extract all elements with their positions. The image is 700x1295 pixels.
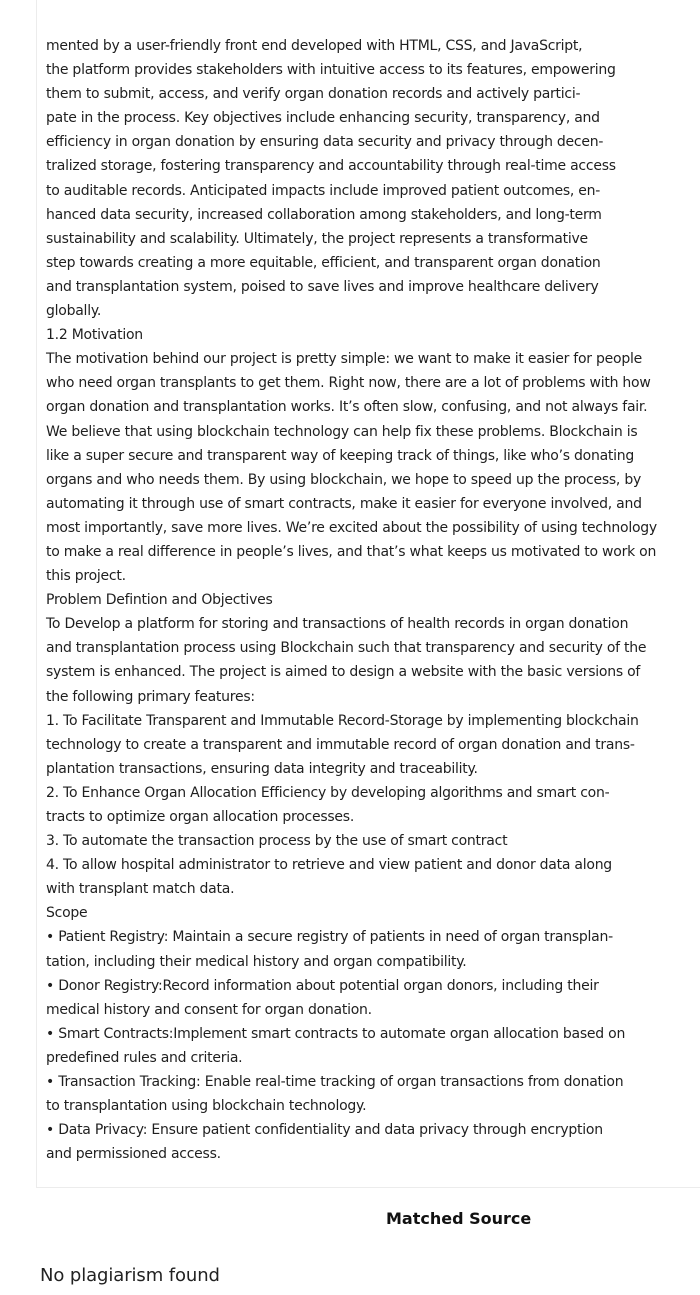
- document-line: most importantly, save more lives. We’re excited about the possibility of using technology: [46, 519, 657, 536]
- document-line: 4. To allow hospital administrator to retrieve and view patient and donor data along: [46, 857, 612, 874]
- matched-source-heading: Matched Source: [386, 1209, 532, 1228]
- document-line: Scope: [46, 905, 88, 922]
- document-line: to transplantation using blockchain technology.: [46, 1098, 367, 1115]
- document-line: hanced data security, increased collaboration among stakeholders, and long-term: [46, 206, 602, 223]
- document-line: to auditable records. Anticipated impacts include improved patient outcomes, en-: [46, 182, 601, 199]
- document-line: and transplantation process using Blockchain such that transparency and security of the: [46, 640, 647, 657]
- document-line: technology to create a transparent and immutable record of organ donation and trans-: [46, 736, 635, 753]
- document-line: system is enhanced. The project is aimed to design a website with the basic versions of: [46, 664, 641, 681]
- document-line: tracts to optimize organ allocation processes.: [46, 809, 355, 825]
- document-panel: [36, 0, 700, 1188]
- document-line: tralized storage, fostering transparency and accountability through real-time access: [46, 158, 616, 175]
- document-line: this project.: [46, 568, 126, 585]
- document-line: 3. To automate the transaction process by the use of smart contract: [46, 833, 508, 850]
- document-line: • Smart Contracts:Implement smart contracts to automate organ allocation based on: [46, 1025, 626, 1042]
- document-line: predefined rules and criteria.: [46, 1049, 243, 1066]
- document-line: organs and who needs them. By using blockchain, we hope to speed up the process, by: [46, 471, 642, 488]
- document-line: the platform provides stakeholders with intuitive access to its features, empowering: [46, 62, 616, 79]
- document-line: • Data Privacy: Ensure patient confidentiality and data privacy through encryption: [46, 1122, 603, 1139]
- document-line: 1.2 Motivation: [46, 327, 143, 344]
- document-line: sustainability and scalability. Ultimately, the project represents a transformative: [46, 230, 588, 247]
- document-line: like a super secure and transparent way of keeping track of things, like who’s donating: [46, 447, 635, 464]
- document-line: organ donation and transplantation works. It’s often slow, confusing, and not always fair.: [46, 399, 648, 416]
- document-line: pate in the process. Key objectives include enhancing security, transparency, and: [46, 110, 600, 127]
- plagiarism-result-text: No plagiarism found: [40, 1265, 220, 1286]
- document-line: step towards creating a more equitable, efficient, and transparent organ donation: [46, 254, 601, 271]
- document-line: 1. To Facilitate Transparent and Immutable Record-Storage by implementing blockchain: [46, 712, 639, 729]
- document-line: efficiency in organ donation by ensuring data security and privacy through decen-: [46, 134, 604, 151]
- document-line: who need organ transplants to get them. Right now, there are a lot of problems with how: [46, 375, 651, 392]
- document-line: the following primary features:: [46, 688, 255, 705]
- document-line: 2. To Enhance Organ Allocation Efficiency by developing algorithms and smart con-: [46, 784, 610, 801]
- document-line: plantation transactions, ensuring data integrity and traceability.: [46, 760, 478, 777]
- document-line: medical history and consent for organ donation.: [46, 1001, 372, 1018]
- document-line: automating it through use of smart contracts, make it easier for everyone involved, and: [46, 495, 642, 512]
- document-line: • Donor Registry:Record information about potential organ donors, including their: [46, 977, 599, 994]
- document-line: tation, including their medical history and organ compatibility.: [46, 953, 467, 970]
- document-line: • Transaction Tracking: Enable real-time tracking of organ transactions from donation: [46, 1074, 624, 1091]
- document-line: mented by a user-friendly front end developed with HTML, CSS, and JavaScript,: [46, 38, 583, 54]
- document-line: globally.: [46, 303, 102, 320]
- document-line: to make a real difference in people’s lives, and that’s what keeps us motivated to work on: [46, 543, 657, 560]
- document-line: them to submit, access, and verify organ donation records and actively partici-: [46, 86, 581, 103]
- document-line: and permissioned access.: [46, 1146, 221, 1163]
- document-line: To Develop a platform for storing and transactions of health records in organ donation: [46, 616, 629, 633]
- document-line: and transplantation system, poised to save lives and improve healthcare delivery: [46, 278, 599, 295]
- document-line: The motivation behind our project is pretty simple: we want to make it easier for people: [46, 351, 642, 368]
- document-text: [46, 34, 686, 1166]
- document-line: with transplant match data.: [46, 881, 235, 898]
- document-line: Problem Defintion and Objectives: [46, 592, 273, 609]
- document-line: We believe that using blockchain technology can help fix these problems. Blockchain is: [46, 423, 638, 440]
- document-line: • Patient Registry: Maintain a secure registry of patients in need of organ transplan-: [46, 929, 613, 946]
